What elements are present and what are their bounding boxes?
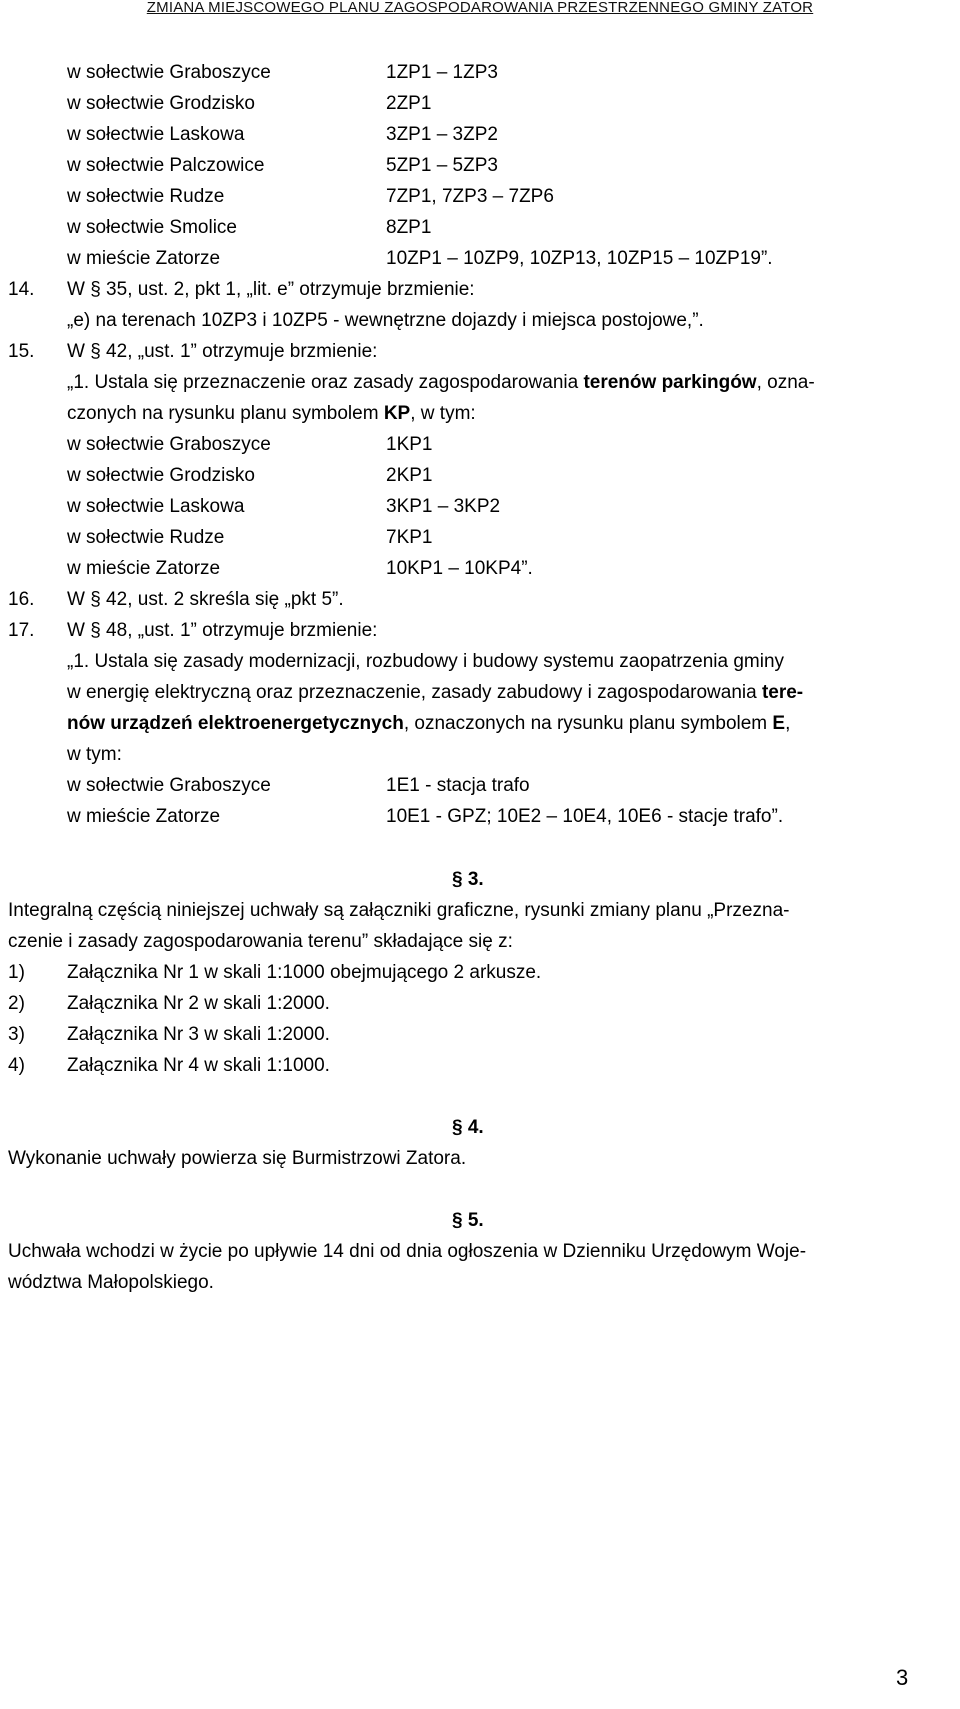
item-15-para-line1 bbox=[67, 372, 815, 394]
section-3-line2: czenie i zasady zagospodarowania terenu” składające się z: bbox=[8, 931, 513, 952]
kp-code-2: 3KP1 – 3KP2 bbox=[386, 496, 501, 517]
item-15-p2c: , w tym: bbox=[410, 403, 476, 424]
section-5-line2: wództwa Małopolskiego. bbox=[8, 1272, 214, 1293]
item-15-para-line2 bbox=[67, 403, 476, 425]
section-3-heading: § 3. bbox=[452, 869, 484, 890]
zp-code-3: 5ZP1 – 5ZP3 bbox=[386, 155, 498, 176]
item-14-text: W § 35, ust. 2, pkt 1, „lit. e” otrzymuje brzmienie: bbox=[67, 279, 475, 300]
item-14-number: 14. bbox=[8, 279, 35, 300]
section-3-line1: Integralną częścią niniejszej uchwały są załączniki graficzne, rysunki zmiany planu „Przezna- bbox=[8, 900, 790, 921]
zp-place-4: w sołectwie Rudze bbox=[67, 186, 225, 207]
item-17-l3b: , oznaczonych na rysunku planu symbolem bbox=[403, 713, 773, 734]
item-17-para-line1: „1. Ustala się zasady modernizacji, rozbudowy i budowy systemu zaopatrzenia gminy bbox=[67, 651, 785, 672]
zp-code-2: 3ZP1 – 3ZP2 bbox=[386, 124, 498, 145]
e-place-1: w mieście Zatorze bbox=[67, 806, 221, 827]
kp-place-1: w sołectwie Grodzisko bbox=[67, 465, 255, 486]
zp-place-0: w sołectwie Graboszyce bbox=[67, 62, 271, 83]
kp-code-3: 7KP1 bbox=[386, 527, 433, 548]
attachment-1-text: Załącznika Nr 1 w skali 1:1000 obejmującego 2 arkusze. bbox=[67, 962, 542, 983]
item-17-para-line2 bbox=[67, 682, 803, 704]
section-4-heading: § 4. bbox=[452, 1117, 484, 1138]
attachment-2-number: 2) bbox=[8, 993, 25, 1014]
item-17-l3d: , bbox=[785, 713, 791, 734]
page-number: 3 bbox=[896, 1665, 909, 1690]
kp-code-1: 2KP1 bbox=[386, 465, 433, 486]
item-17-l3c: E bbox=[772, 713, 786, 734]
item-17-text: W § 48, „ust. 1” otrzymuje brzmienie: bbox=[67, 620, 378, 641]
zp-code-6: 10ZP1 – 10ZP9, 10ZP13, 10ZP15 – 10ZP19”. bbox=[386, 248, 773, 269]
zp-place-2: w sołectwie Laskowa bbox=[67, 124, 245, 145]
item-17-para-line3 bbox=[67, 713, 790, 735]
kp-code-4: 10KP1 – 10KP4”. bbox=[386, 558, 533, 579]
kp-code-0: 1KP1 bbox=[386, 434, 433, 455]
item-15-p2b: KP bbox=[383, 403, 411, 424]
kp-place-4: w mieście Zatorze bbox=[67, 558, 221, 579]
item-14-sub: „e) na terenach 10ZP3 i 10ZP5 - wewnętrzne dojazdy i miejsca postojowe,”. bbox=[67, 310, 704, 331]
attachment-3-text: Załącznika Nr 3 w skali 1:2000. bbox=[67, 1024, 330, 1045]
item-15-p1c: , ozna- bbox=[756, 372, 815, 393]
kp-place-3: w sołectwie Rudze bbox=[67, 527, 225, 548]
e-code-1: 10E1 - GPZ; 10E2 – 10E4, 10E6 - stacje trafo”. bbox=[386, 806, 784, 827]
item-17-number: 17. bbox=[8, 620, 35, 641]
item-15-p1b: terenów parkingów bbox=[583, 372, 757, 393]
section-5-line1: Uchwała wchodzi w życie po upływie 14 dni od dnia ogłoszenia w Dzienniku Urzędowym Woje- bbox=[8, 1241, 807, 1262]
item-15-p2a: czonych na rysunku planu symbolem bbox=[67, 403, 384, 424]
e-code-0: 1E1 - stacja trafo bbox=[386, 775, 530, 796]
attachment-2-text: Załącznika Nr 2 w skali 1:2000. bbox=[67, 993, 330, 1014]
zp-place-5: w sołectwie Smolice bbox=[67, 217, 237, 238]
item-17-l2b: tere- bbox=[761, 682, 804, 703]
document-header: ZMIANA MIEJSCOWEGO PLANU ZAGOSPODAROWANIA PRZESTRZENNEGO GMINY ZATOR bbox=[146, 0, 814, 16]
section-5-heading: § 5. bbox=[452, 1210, 484, 1231]
attachment-4-text: Załącznika Nr 4 w skali 1:1000. bbox=[67, 1055, 330, 1076]
section-4-text: Wykonanie uchwały powierza się Burmistrzowi Zatora. bbox=[8, 1148, 467, 1169]
zp-code-1: 2ZP1 bbox=[386, 93, 432, 114]
attachment-3-number: 3) bbox=[8, 1024, 25, 1045]
zp-code-0: 1ZP1 – 1ZP3 bbox=[386, 62, 498, 83]
zp-code-5: 8ZP1 bbox=[386, 217, 432, 238]
zp-place-6: w mieście Zatorze bbox=[67, 248, 221, 269]
attachment-4-number: 4) bbox=[8, 1055, 25, 1076]
kp-place-0: w sołectwie Graboszyce bbox=[67, 434, 271, 455]
attachment-1-number: 1) bbox=[8, 962, 25, 983]
item-16-text: W § 42, ust. 2 skreśla się „pkt 5”. bbox=[67, 589, 344, 610]
item-15-p1a: „1. Ustala się przeznaczenie oraz zasady zagospodarowania bbox=[67, 372, 584, 393]
e-place-0: w sołectwie Graboszyce bbox=[67, 775, 271, 796]
zp-place-1: w sołectwie Grodzisko bbox=[67, 93, 255, 114]
item-15-text: W § 42, „ust. 1” otrzymuje brzmienie: bbox=[67, 341, 378, 362]
item-16-number: 16. bbox=[8, 589, 35, 610]
item-17-l2a: w energię elektryczną oraz przeznaczenie, zasady zabudowy i zagospodarowania bbox=[67, 682, 762, 703]
zp-place-3: w sołectwie Palczowice bbox=[67, 155, 265, 176]
zp-code-4: 7ZP1, 7ZP3 – 7ZP6 bbox=[386, 186, 554, 207]
item-17-para-line4: w tym: bbox=[67, 744, 122, 765]
kp-place-2: w sołectwie Laskowa bbox=[67, 496, 245, 517]
item-17-l3a: nów urządzeń elektroenergetycznych bbox=[67, 713, 404, 734]
item-15-number: 15. bbox=[8, 341, 35, 362]
